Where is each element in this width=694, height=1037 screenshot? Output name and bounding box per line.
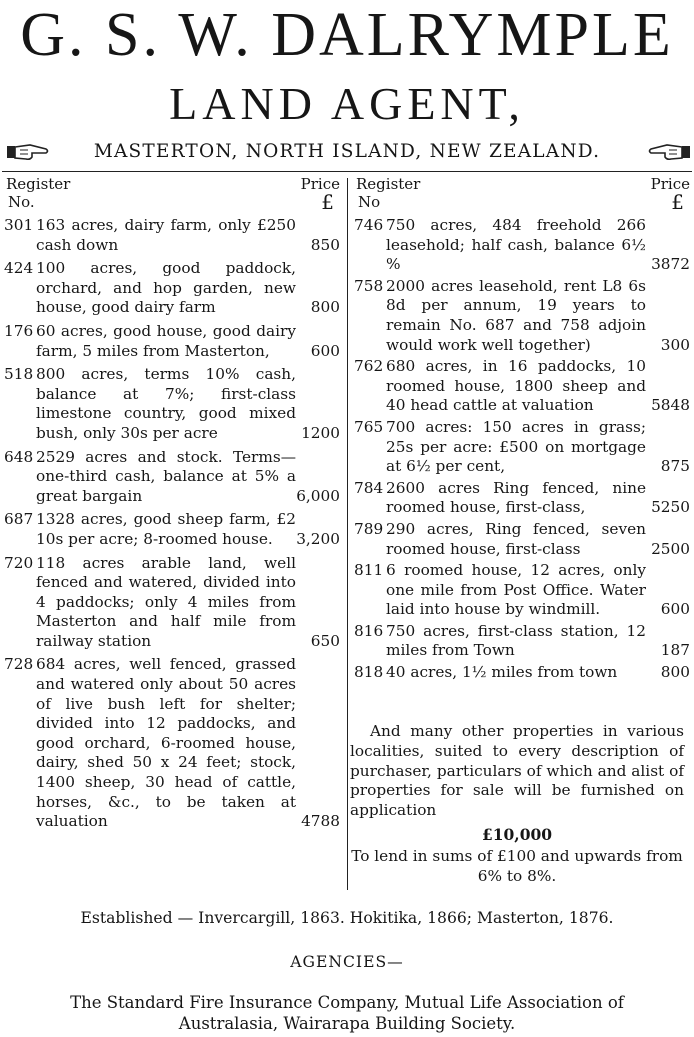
- pointing-hand-left-icon: [647, 141, 691, 163]
- listing-entry: [4, 259, 344, 318]
- listing-description: 40 acres, 1½ miles from town: [386, 663, 618, 682]
- listing-description: 290 acres, Ring fenced, seven roomed house, first-class: [386, 519, 646, 558]
- register-number: 176: [4, 321, 34, 340]
- listing-description: 163 acres, dairy farm, only £250 cash down: [36, 216, 296, 254]
- listing-description: 2600 acres Ring fenced, nine roomed house, first-class,: [386, 478, 646, 517]
- listing-price: 3,200: [296, 529, 340, 548]
- listing-price: 600: [660, 600, 690, 619]
- register-number: 816: [354, 621, 384, 640]
- other-properties-text: And many other properties in various localities, suited to every description of purchaser, particulars of which and alist of properties for sale will be furnished on application: [350, 722, 684, 820]
- listing-entry: [354, 479, 694, 518]
- register-number: 784: [354, 478, 384, 497]
- left-listings-column: [4, 176, 344, 836]
- listing-description: 800 acres, terms 10% cash, balance at 7%; first-class limestone country, good mixed bush, only 30s per acre: [36, 365, 296, 442]
- price-label: Price: [650, 175, 690, 193]
- listing-description: 2000 acres leasehold, rent L8 6s 8d per annum, 19 years to remain No. 687 and 758 adjoin would work well together): [386, 276, 646, 354]
- listing-price: 800: [660, 663, 690, 682]
- listing-entry: [4, 365, 344, 443]
- register-number: 765: [354, 417, 384, 436]
- location-line: MASTERTON, NORTH ISLAND, NEW ZEALAND.: [93, 141, 601, 162]
- register-number: 758: [354, 276, 384, 295]
- right-listings-column: [354, 176, 694, 685]
- listing-entry: [354, 520, 694, 559]
- register-number: 687: [4, 510, 34, 529]
- established-line: Established — Invercargill, 1863. Hokitika, 1866; Masterton, 1876.: [80, 909, 614, 927]
- left-listing-list: [4, 216, 344, 832]
- register-number: 720: [4, 553, 34, 572]
- register-number: 789: [354, 519, 384, 538]
- listing-price: 1200: [301, 423, 340, 442]
- listing-price: 300: [660, 335, 690, 354]
- listing-entry: [4, 510, 344, 549]
- loan-amount: £10,000: [481, 824, 553, 844]
- listing-description: 118 acres arable land, well fenced and watered, divided into 4 paddocks; only 4 miles from Masterton and half mile from railway station: [36, 553, 296, 650]
- listing-price: 187: [660, 641, 690, 660]
- listing-description: 700 acres: 150 acres in grass; 25s per acre: £500 on mortgage at 6½ per cent,: [386, 417, 646, 476]
- register-number: 518: [4, 365, 34, 384]
- listing-entry: [354, 418, 694, 477]
- listing-entry: [354, 277, 694, 355]
- listing-price: 4788: [301, 812, 340, 831]
- register-number: 818: [354, 663, 384, 682]
- loan-terms: To lend in sums of £100 and upwards from 6% to 8%.: [351, 846, 683, 885]
- listing-price: 5250: [651, 498, 690, 517]
- header-rule: [2, 171, 692, 172]
- register-number: 648: [4, 447, 34, 466]
- register-number: 424: [4, 259, 34, 278]
- listing-entry: [354, 622, 694, 661]
- listing-price: 850: [310, 235, 340, 254]
- no-label: No.: [8, 193, 35, 211]
- listing-entry: [354, 561, 694, 620]
- listing-entry: [4, 554, 344, 652]
- column-divider: [347, 178, 348, 890]
- listing-price: 6,000: [296, 486, 340, 505]
- register-number: 811: [354, 561, 384, 580]
- register-number: 301: [4, 216, 34, 234]
- listing-entry: [4, 322, 344, 361]
- listing-price: 3872: [651, 255, 690, 274]
- listing-description: 1328 acres, good sheep farm, £2 10s per acre; 8-roomed house.: [36, 510, 296, 548]
- left-column-header: [4, 176, 344, 216]
- listing-description: 684 acres, well fenced, grassed and watered only about 50 acres of live bush left for shelter; divided into 12 paddocks, and good orchard, 6-roomed house, dairy, shed 50 x 24 feet; stock, 1400 sheep, 30 head of cattle, horses, &c., to be taken at valuation: [36, 655, 296, 831]
- register-number: 728: [4, 655, 34, 674]
- listing-price: 600: [310, 341, 340, 360]
- listing-description: 100 acres, good paddock, orchard, and hop garden, new house, good dairy farm: [36, 259, 296, 317]
- right-column-header: [354, 176, 694, 216]
- listing-entry: [354, 663, 694, 683]
- agencies-list: The Standard Fire Insurance Company, Mutual Life Association of Australasia, Wairarapa Building Society.: [70, 993, 624, 1033]
- agencies-heading: AGENCIES—: [290, 953, 404, 971]
- pound-symbol: £: [321, 190, 334, 214]
- listing-entry: [4, 448, 344, 507]
- right-listing-list: [354, 216, 694, 683]
- listing-description: 6 roomed house, 12 acres, only one mile from Post Office. Water laid into house by windmill.: [386, 561, 646, 619]
- advert-subtitle: LAND AGENT,: [169, 78, 525, 129]
- register-number: 746: [354, 216, 384, 234]
- listing-entry: [354, 216, 694, 275]
- listing-description: 2529 acres and stock. Terms—one-third cash, balance at 5% a great bargain: [36, 447, 296, 505]
- register-label: Register: [6, 175, 71, 193]
- listing-entry: [4, 216, 344, 255]
- listing-entry: [354, 357, 694, 416]
- closing-note: [350, 722, 684, 886]
- listing-price: 5848: [651, 396, 690, 415]
- listing-price: 875: [660, 457, 690, 476]
- no-label: No: [358, 193, 381, 211]
- listing-price: 800: [310, 298, 340, 317]
- listing-description: 60 acres, good house, good dairy farm, 5 miles from Masterton,: [36, 321, 296, 360]
- listing-description: 750 acres, 484 freehold 266 leasehold; half cash, balance 6½ %: [386, 216, 646, 274]
- advertiser-name: G. S. W. DALRYMPLE: [20, 1, 674, 69]
- pound-symbol: £: [671, 190, 684, 214]
- listing-price: 650: [310, 631, 340, 650]
- listing-price: 2500: [651, 539, 690, 558]
- listing-description: 680 acres, in 16 paddocks, 10 roomed house, 1800 sheep and 40 head cattle at valuation: [386, 357, 646, 415]
- pointing-hand-right-icon: [6, 141, 50, 163]
- price-label: Price: [300, 175, 340, 193]
- listing-description: 750 acres, first-class station, 12 miles from Town: [386, 621, 646, 660]
- register-number: 762: [354, 357, 384, 376]
- listing-entry: [4, 655, 344, 831]
- register-label: Register: [356, 175, 421, 193]
